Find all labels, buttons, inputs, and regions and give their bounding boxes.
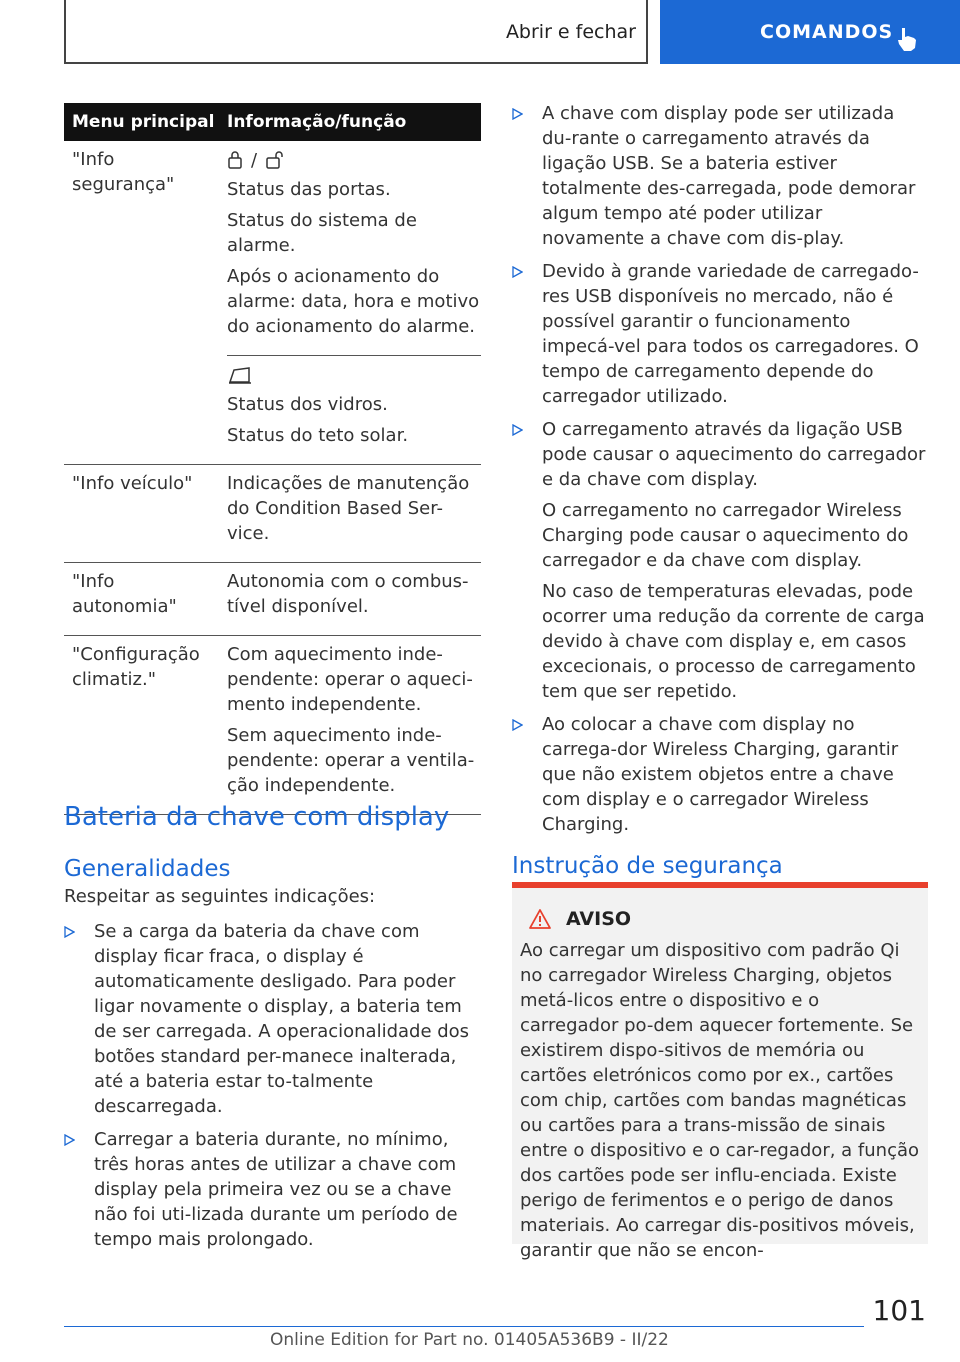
info-text: Indicações de manutenção do Condition Based Ser-vice. [227,473,470,544]
menu-table [64,103,481,815]
list-item: Devido à grande variedade de carregado-res USB disponíveis no mercado, não é possível garantir o funcionamento impecá-vel para todos os carregadores. O tempo de carregamento depende do carregador utilizado. [512,259,928,409]
intro-text: Respeitar as seguintes indicações: [64,886,376,907]
window-icon [227,365,253,385]
warning-text: Ao carregar um dispositivo com padrão Qi no carregador Wireless Charging, objetos metá-licos entre o dispositivo e o carregador po-dem aquecer fortemente. Se existirem dispo-sitivos de memória ou cartões eletrónicos como por ex., cartões com chip, cartões com bandas magnéticas ou cartões para a trans-missão de sinais entre o dispositivo e o car-regador, a função dos cartões pode ser influ-enciada. Existe perigo de ferimentos e o perigo de danos materiais. Ao carregar dis-positivos móveis, garantir que não se encon- [520,940,920,1261]
section-heading: Bateria da chave com display [64,802,450,832]
row-label: "Info autonomia" [72,571,177,617]
triangle-bullet-icon [512,108,523,120]
warning-triangle-icon [528,908,552,930]
table-row [64,465,481,563]
info-text: Status das portas. [227,179,391,200]
info-text: Com aquecimento inde-pendente: operar o aqueci-mento independente. [227,644,473,715]
lock-open-icon [265,150,287,170]
info-text: Após o acionamento do alarme: data, hora e motivo do acionamento do alarme. [227,266,480,337]
footer-divider [64,1326,864,1327]
triangle-bullet-icon [512,424,523,436]
triangle-bullet-icon [64,1134,75,1146]
list-item: Se a carga da bateria da chave com display ficar fraca, o display é automaticamente desligado. Para poder ligar novamente o display, a bateria tem de ser carregada. A operacionalidade dos botões standard per-manece inalterada, até a bateria estar to-talmente descarregada. [64,919,482,1119]
row-block [227,356,481,464]
triangle-bullet-icon [512,719,523,731]
triangle-bullet-icon [64,926,75,938]
col-header-menu: Menu principal [72,112,215,132]
info-text: Status do sistema de alarme. [227,210,417,256]
chapter-label: COMANDOS [760,21,894,43]
page-number: 101 [872,1294,926,1327]
row-label: "Info veículo" [72,473,193,494]
triangle-bullet-icon [512,266,523,278]
info-text: Status dos vidros. [227,394,388,415]
footer-edition: Online Edition for Part no. 01405A536B9 - II/22 [270,1330,669,1350]
row-label: "Configuração climatiz." [72,644,200,690]
hand-pointer-icon [896,26,918,52]
table-row [64,636,481,815]
info-text: Sem aquecimento inde-pendente: operar a ventila-ção independente. [227,725,475,796]
icon-separator: / [251,149,258,171]
warning-box [512,882,928,1261]
list-item: Carregar a bateria durante, no mínimo, três horas antes de utilizar a chave com display pela primeira vez ou se a chave não foi uti-lizada durante um período de tempo mais prolongado. [64,1127,482,1252]
warning-header [528,908,920,930]
right-column [512,101,928,881]
section-title: Abrir e fechar [505,21,636,43]
col-header-info: Informação/função [227,112,407,132]
row-label: "Info segurança" [72,149,175,195]
list-item: A chave com display pode ser utilizada du-rante o carregamento através da ligação USB. Se a bateria estiver totalmente des-carregada, pode demorar algum tempo até poder utilizar novamente a chave com dis-play. [512,101,928,251]
info-text: Status do teto solar. [227,425,409,446]
table-row [64,141,481,465]
battery-section [64,800,482,1260]
info-text: Autonomia com o combus-tível disponível. [227,571,469,617]
lock-closed-icon [227,150,243,170]
table-header [64,103,481,141]
safety-heading: Instrução de segurança [512,853,783,879]
list-item: Ao colocar a chave com display no carrega-dor Wireless Charging, garantir que não existem objetos entre a chave com display e o carregador Wireless Charging. [512,712,928,837]
table-row [64,563,481,636]
warning-title: AVISO [566,908,632,930]
bullet-list [64,919,482,1252]
subsection-heading: Generalidades [64,856,231,882]
bullet-list [512,101,928,837]
row-block [227,141,481,356]
list-item: O carregamento através da ligação USB pode causar o aquecimento do carregador e da chave com display. O carregamento no carregador Wireless Charging pode causar o aquecimento do carregador e da chave com display. No caso de temperaturas elevadas, pode ocorrer uma redução da corrente de carga devido à chave com display e, em casos excecionais, o processo de carregamento tem que ser repetido. [512,417,928,704]
